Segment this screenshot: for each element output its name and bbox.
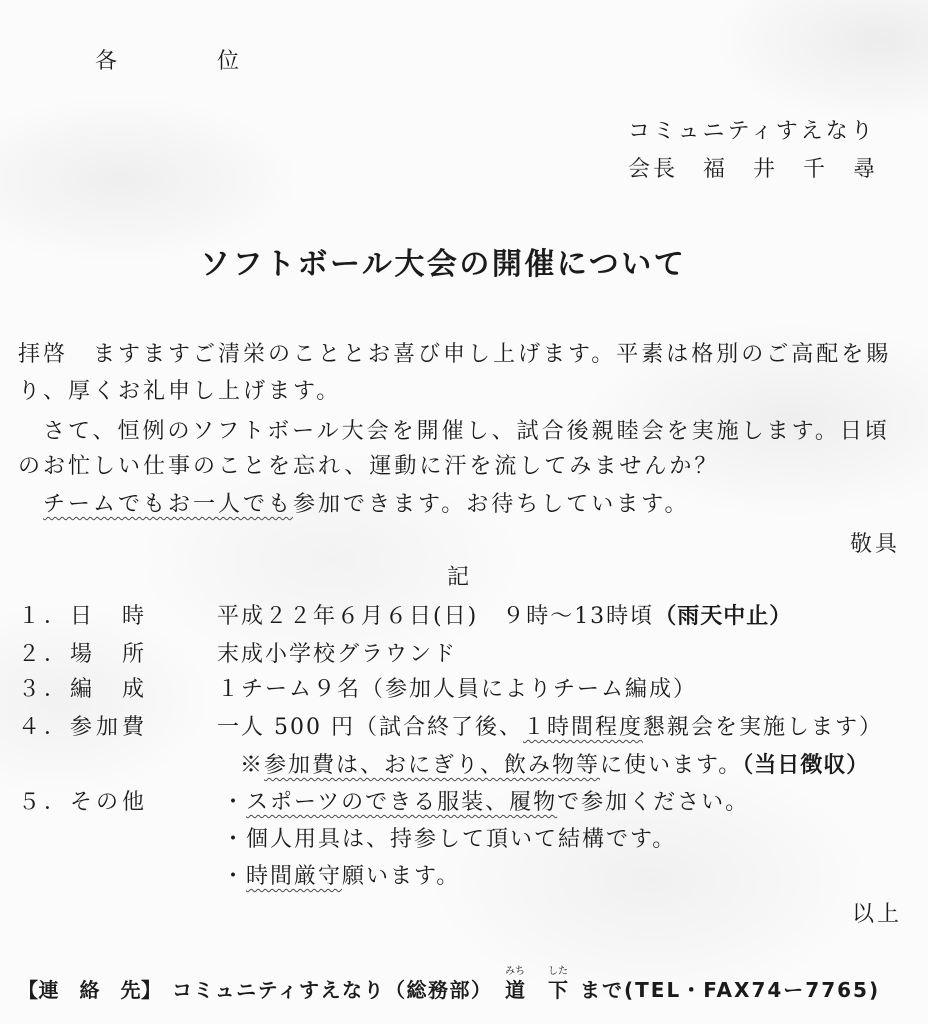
contact-name-char-2-base: 下 xyxy=(548,978,568,1002)
greeting-line-5-underlined: チームでもお一人でも xyxy=(43,492,294,517)
bullet-rest: で参加ください。 xyxy=(557,790,750,815)
greeting-line-5-rest: 参加できます。お待ちしています。 xyxy=(293,492,690,517)
item-teams-value: １チーム９名（参加人員によりチーム編成） xyxy=(217,677,698,702)
item-place-label: ２．場 所 xyxy=(18,642,149,667)
item-date-label: １．日 時 xyxy=(18,604,149,629)
item-date-value xyxy=(217,604,792,630)
sender-organization: コミュニティすえなり xyxy=(628,119,876,144)
greeting-line-5 xyxy=(43,492,690,518)
item-fee-value xyxy=(217,715,883,741)
bullet-mark: ・ xyxy=(222,864,247,889)
addressee-char-1: 各 xyxy=(95,49,118,74)
contact-organization: コミュニティすえなり（総務部） xyxy=(172,978,493,1002)
contact-phone: まで(TEL・FAX74ー7765) xyxy=(580,978,881,1002)
item-date-rain-note: （雨天中止） xyxy=(654,604,793,629)
item-fee-value-after: 懇親会を実施します） xyxy=(643,715,884,740)
document-title: ソフトボール大会の開催について xyxy=(200,247,687,282)
sender-representative: 会長 福 井 千 尋 xyxy=(628,157,879,182)
greeting-line-4: のお忙しい仕事のことを忘れ、運動に汗を流してみませんか？ xyxy=(18,454,720,479)
contact-name-char-2 xyxy=(548,966,568,1003)
addressee-char-2: 位 xyxy=(217,49,240,74)
bullet-rest: 願います。 xyxy=(342,864,461,889)
item-fee-note-underlined: 参加費は、おにぎり、飲み物等 xyxy=(264,753,601,778)
item-other-bullet xyxy=(222,827,676,853)
contact-name-char-1-base: 道 xyxy=(505,978,525,1002)
contact-name-char-2-ruby: した xyxy=(548,966,568,977)
item-fee-note-mark: ※ xyxy=(240,753,265,778)
greeting-line-2: り、厚くお礼申し上げます。 xyxy=(18,379,342,404)
item-other-bullet xyxy=(222,864,460,890)
contact-name-char-1-ruby: みち xyxy=(505,966,525,977)
item-fee-note-bold: （当日徴収） xyxy=(742,753,870,778)
contact-label: 【連 絡 先】 xyxy=(18,978,162,1002)
item-fee-note-after: に使います。 xyxy=(600,753,743,778)
item-fee-value-underlined: １時間程度 xyxy=(522,715,643,740)
bullet-mark: ・ xyxy=(222,790,247,815)
item-place-value: 末成小学校グラウンド xyxy=(217,642,458,667)
item-date-time: ９時～13時頃 xyxy=(502,604,655,629)
closing-keigu: 敬具 xyxy=(850,532,901,557)
item-other-bullet xyxy=(222,790,749,816)
item-fee-value-before: 一人 500 円（試合終了後、 xyxy=(217,715,523,740)
contact-name-char-1 xyxy=(505,966,525,1003)
ki-heading: 記 xyxy=(447,565,470,590)
bullet-underlined: 時間厳守 xyxy=(246,864,343,889)
greeting-line-3: さて、恒例のソフトボール大会を開催し、試合後親睦会を実施します。日頃 xyxy=(43,419,890,444)
bullet-text: 個人用具は、持参して頂いて結構です。 xyxy=(246,827,677,852)
bullet-mark: ・ xyxy=(222,827,247,852)
item-date-day: 平成２２年６月６日(日) xyxy=(217,604,479,629)
closing-ijou: 以上 xyxy=(852,902,903,927)
item-fee-note xyxy=(240,753,869,779)
bullet-underlined: スポーツのできる服装、履物 xyxy=(246,790,558,815)
greeting-line-1: 拝啓 ますますご清栄のこととお喜び申し上げます。平素は格別のご高配を賜 xyxy=(18,342,892,367)
item-other-label: ５．その他 xyxy=(18,790,149,815)
item-teams-label: ３．編 成 xyxy=(18,677,149,702)
item-fee-label: ４．参加費 xyxy=(18,715,149,740)
